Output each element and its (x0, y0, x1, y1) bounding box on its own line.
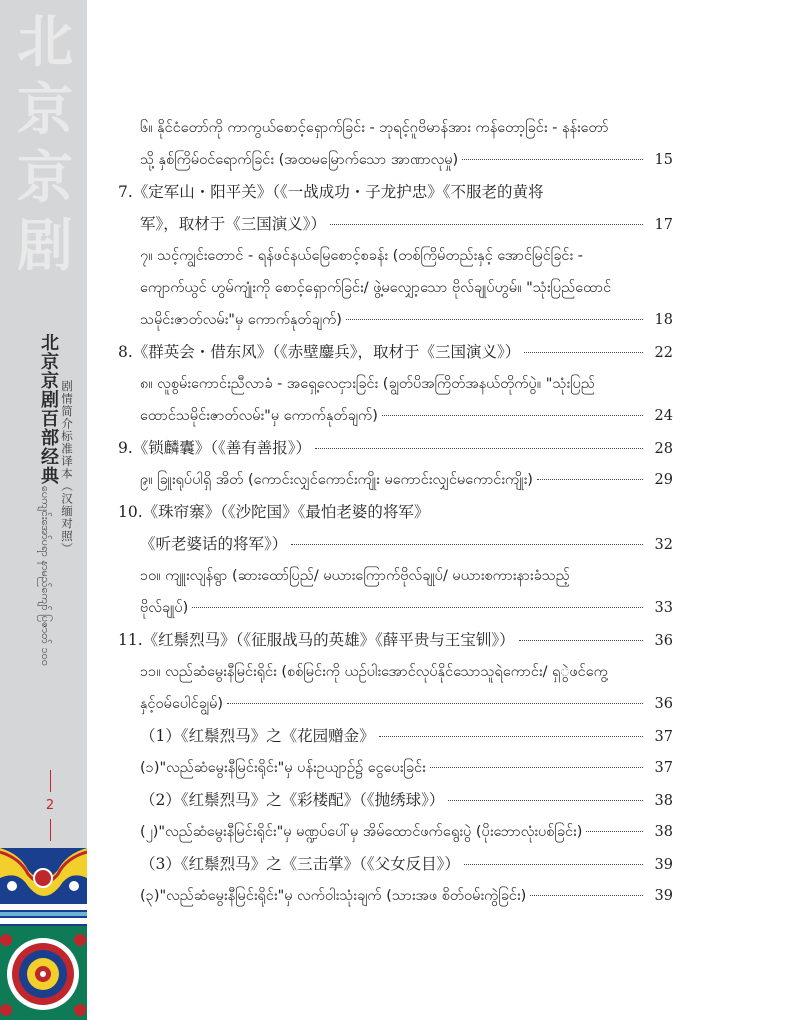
toc-entry (118, 176, 673, 208)
dot-leader (524, 352, 643, 353)
toc-entry (118, 336, 673, 368)
toc-entry-page: 37 (654, 760, 673, 776)
toc-entry-title: သမိုင်းဇာတ်လမ်း"မှ ကောက်နုတ်ချက်) (140, 312, 342, 328)
toc-entry-page: 38 (654, 824, 673, 840)
toc-entry (118, 848, 673, 880)
toc-entry-title: ၇။ သင့်ကျွင်းတောင် - ရန်ဖင်နယ်မြေစောင့်စခန်း (တစ်ကြိမ်တည်းနှင့် အောင်မြင်ခြင်း - (140, 248, 583, 264)
ornamental-pattern-icon (0, 848, 87, 1020)
page-number-block (38, 770, 62, 841)
toc-entry-title: (၃)"လည်ဆံမွေးနီမြင်းရိုင်း"မှ လက်ဝါးသုံးချက် (သားအဖ စိတ်ဝမ်းကွဲခြင်း) (140, 888, 527, 904)
toc-entry-page: 28 (654, 441, 673, 457)
toc-entry (118, 592, 673, 624)
toc-entry (118, 720, 673, 752)
calligraphy-watermark (6, 8, 84, 280)
dot-leader (519, 640, 643, 641)
toc-entry-page: 29 (654, 472, 673, 488)
toc-entry-title: 9.《锁麟囊》（《善有善报》） (118, 439, 312, 457)
watermark-char: 京 (17, 145, 73, 211)
toc-entry-title: ၁၁။ လည်ဆံမွေးနီမြင်းရိုင်း (စစ်မြင်းကို ယဉ်ပါးအောင်လုပ်နိုင်သောသူရဲကောင်း/ ရှွဲဖင်ကွေ့ (140, 664, 608, 680)
toc-entry-title: （2）《红鬃烈马》之《彩楼配》（《抛绣球》） (140, 791, 445, 809)
toc-entry (118, 496, 673, 528)
toc-entry (118, 272, 673, 304)
toc-entry (118, 560, 673, 592)
dot-leader (448, 800, 643, 801)
dot-leader (530, 895, 643, 896)
toc-entry-title: 10.《珠帘寨》（《沙陀国》《最怕老婆的将军》 (118, 503, 430, 521)
toc-entry-title: 军》，取材于《三国演义》） (140, 215, 327, 233)
toc-entry-title: ၉။ ခြူးရုပ်ပါရှိ အိတ် (ကောင်းလျှင်ကောင်းကျိုး မကောင်းလျှင်မကောင်းကျိုး) (140, 472, 533, 488)
toc-entry (118, 784, 673, 816)
watermark-char: 京 (17, 77, 73, 143)
toc-entry-page: 17 (654, 217, 673, 233)
toc-entry-page: 38 (654, 793, 673, 809)
toc-entry-title: နှင့်ဝမ်ပေါင်ချွမ်) (140, 696, 224, 712)
dot-leader (464, 864, 643, 865)
toc-entry-title: ၁၀။ ကျူးလျန်ရွာ (ဆားထော်ပြည်/ မယားကြောက်ဗိုလ်ချုပ်/ မယားစကားနားခံသည့် (140, 568, 570, 584)
toc-entry (118, 464, 673, 496)
toc-entry-title: သို့ နှစ်ကြိမ်ဝင်ရောက်ခြင်း (အထမမြောက်သော အာဏာလုမှု) (140, 152, 459, 168)
toc-entry (118, 624, 673, 656)
toc-entry-title: 《听老婆话的将军》） (140, 535, 288, 553)
toc-entry-title: （1）《红鬃烈马》之《花园赠金》 (140, 727, 375, 745)
toc-entry-page: 32 (654, 537, 673, 553)
toc-entry-title: ထောင်သမိုင်းဇာတ်လမ်း"မှ ကောက်နုတ်ချက်) (140, 408, 378, 424)
divider (50, 819, 51, 841)
toc-entry-title: （3）《红鬃烈马》之《三击掌》（《父女反目》） (140, 855, 460, 873)
dot-leader (330, 224, 643, 225)
book-subtitle: 剧情简介标准译本（汉缅对照） (60, 380, 74, 555)
dot-leader (462, 159, 643, 160)
toc-entry (118, 816, 673, 848)
toc-entry (118, 112, 673, 144)
toc-entry-page: 37 (654, 729, 673, 745)
toc-entry-title: (၁)"လည်ဆံမွေးနီမြင်းရိုင်း"မှ ပန်းဥယျာဉ်၌ ငွေပေးခြင်း (140, 760, 426, 776)
toc-entry (118, 368, 673, 400)
dot-leader (346, 319, 643, 320)
dot-leader (537, 479, 643, 480)
dot-leader (315, 448, 643, 449)
dot-leader (192, 607, 643, 608)
toc-entry (118, 208, 673, 240)
toc-entry-page: 33 (654, 600, 673, 616)
toc-entry (118, 240, 673, 272)
toc-entry-title: ဗိုလ်ချုပ်) (140, 600, 189, 616)
toc-entry-page: 36 (654, 696, 673, 712)
toc-entry-title: ၈။ လူစွမ်းကောင်းညီလာခံ - အရှေ့လေငှားခြင်း (ချွတ်ပိအကြိတ်အနယ်တိုက်ပွဲ။ "သုံးပြည် (140, 376, 595, 392)
toc-entry (118, 688, 673, 720)
toc-entry (118, 304, 673, 336)
dot-leader (291, 544, 643, 545)
dot-leader (430, 767, 643, 768)
toc-entry-page: 18 (654, 312, 673, 328)
watermark-char: 北 (17, 9, 73, 75)
side-band (0, 0, 87, 1020)
dot-leader (586, 831, 643, 832)
book-subtitle-myanmar: ပေကျင်းအော်ပရာ နာမည်ကျော် ပြဇာတ် ၁၀၀ (39, 486, 52, 667)
dot-leader (382, 415, 643, 416)
toc-entry-page: 36 (654, 633, 673, 649)
toc-entry (118, 656, 673, 688)
toc-entry (118, 528, 673, 560)
toc-entry (118, 752, 673, 784)
page-number: 2 (45, 798, 55, 813)
toc-entry-page: 15 (654, 152, 673, 168)
toc-entry-title: ၆။ နိုင်ငံတော်ကို ကာကွယ်စောင့်ရှောက်ခြင်း - ဘုရင့်ဂူဗိမာန်အား ကန်တော့ခြင်း - နန်းတော် (140, 120, 609, 136)
toc-entry (118, 880, 673, 912)
toc-entry-title: 11.《红鬃烈马》（《征服战马的英雄》《薛平贵与王宝钏》） (118, 631, 515, 649)
toc-entry-title: 7.《定军山・阳平关》（《一战成功・子龙护忠》《不服老的黄将 (118, 183, 544, 201)
toc-entry-page: 39 (654, 857, 673, 873)
book-title: 北京京剧百部经典 (38, 333, 59, 485)
toc-entry (118, 400, 673, 432)
toc-entry-title: ကျောက်ယွင် ဟွမ်ကျုံးကို စောင့်ရှောက်ခြင်း/ ဖွဲ့မလျှော့သော ဗိုလ်ချုပ်ဟွမ်။ "သုံးပြည်ထောင် (140, 280, 612, 296)
toc-entry (118, 432, 673, 464)
dot-leader (379, 736, 643, 737)
toc-entry-title: 8.《群英会・借东风》（《赤壁鏖兵》，取材于《三国演义》） (118, 343, 521, 361)
table-of-contents (118, 112, 673, 912)
dot-leader (227, 703, 643, 704)
divider (50, 770, 51, 792)
toc-entry-page: 22 (654, 345, 673, 361)
toc-entry-page: 24 (654, 408, 673, 424)
toc-entry (118, 144, 673, 176)
watermark-char: 剧 (17, 213, 73, 279)
toc-entry-page: 39 (654, 888, 673, 904)
toc-entry-title: (၂)"လည်ဆံမွေးနီမြင်းရိုင်း"မှ မဏ္ဍပ်ပေါ်မှ အိမ်ထောင်ဖက်ရွေးပွဲ (ပိုးဘောလုံးပစ်ခြင်း) (140, 824, 583, 840)
